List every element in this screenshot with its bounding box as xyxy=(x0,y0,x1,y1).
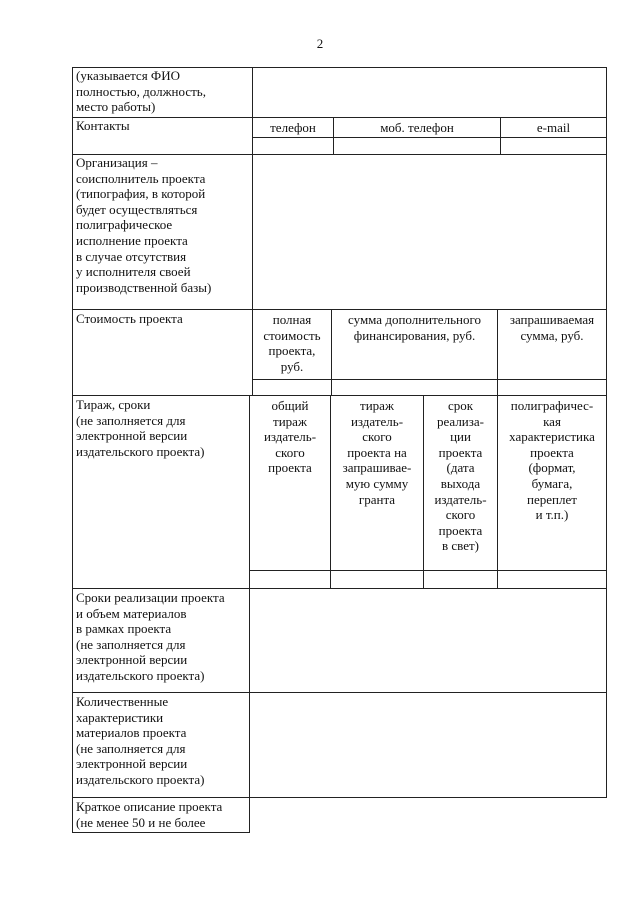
table-rule xyxy=(72,309,607,310)
circulation-label: Тираж, сроки (не заполняется для электронной версии издательского проекта) xyxy=(76,397,205,459)
contacts-phone-header: телефон xyxy=(270,120,316,135)
circulation-grant-header: тираж издатель- ского проекта на запрашивае- мую сумму гранта xyxy=(342,398,412,507)
circulation-total-header: общий тираж издатель- ского проекта xyxy=(263,398,317,476)
circulation-specs-header: полиграфичес- кая характеристика проекта (формат, бумага, переплет и т.п.) xyxy=(509,398,595,523)
contacts-email-field[interactable] xyxy=(501,138,606,154)
timeline-field[interactable] xyxy=(250,589,606,692)
contacts-phone-field[interactable] xyxy=(253,138,333,154)
cost-additional-header: сумма дополнительного финансирования, руб. xyxy=(348,312,481,343)
organization-label: Организация – соисполнитель проекта (типография, в которой будет осуществляться полиграфическое исполнение проекта в случае отсутствия у исполнителя своей производственной базы) xyxy=(76,155,212,295)
circulation-total-field[interactable] xyxy=(250,571,330,588)
quantitative-label: Количественные характеристики материалов проекта (не заполняется для электронной версии издательского проекта) xyxy=(76,694,205,787)
table-rule xyxy=(72,395,607,396)
circulation-deadline-field[interactable] xyxy=(424,571,497,588)
description-label: Краткое описание проекта (не менее 50 и не более xyxy=(76,799,223,830)
contacts-label: Контакты xyxy=(76,118,130,133)
cost-label: Стоимость проекта xyxy=(76,311,183,326)
timeline-label: Сроки реализации проекта и объем материалов в рамках проекта (не заполняется для электронной версии издательского проекта) xyxy=(76,590,225,683)
table-rule xyxy=(606,67,607,798)
cost-full-field[interactable] xyxy=(253,380,331,395)
cost-requested-field[interactable] xyxy=(498,380,606,395)
cost-full-header: полная стоимость проекта, руб. xyxy=(263,312,321,374)
fio-note-label: (указывается ФИО полностью, должность, место работы) xyxy=(76,68,206,115)
contacts-mobile-field[interactable] xyxy=(334,138,500,154)
cost-requested-header: запрашиваемая сумма, руб. xyxy=(509,312,595,343)
circulation-specs-field[interactable] xyxy=(498,571,606,588)
table-rule xyxy=(72,832,249,833)
cost-additional-field[interactable] xyxy=(332,380,497,395)
contacts-mobile-header: моб. телефон xyxy=(380,120,454,135)
circulation-deadline-header: срок реализа- ции проекта (дата выхода издатель- ского проекта в свет) xyxy=(434,398,487,554)
organization-field[interactable] xyxy=(253,155,606,309)
page-number: 2 xyxy=(316,36,324,51)
description-field[interactable] xyxy=(250,798,606,832)
circulation-grant-field[interactable] xyxy=(331,571,423,588)
contacts-email-header: e-mail xyxy=(536,120,571,135)
quantitative-field[interactable] xyxy=(250,693,606,797)
